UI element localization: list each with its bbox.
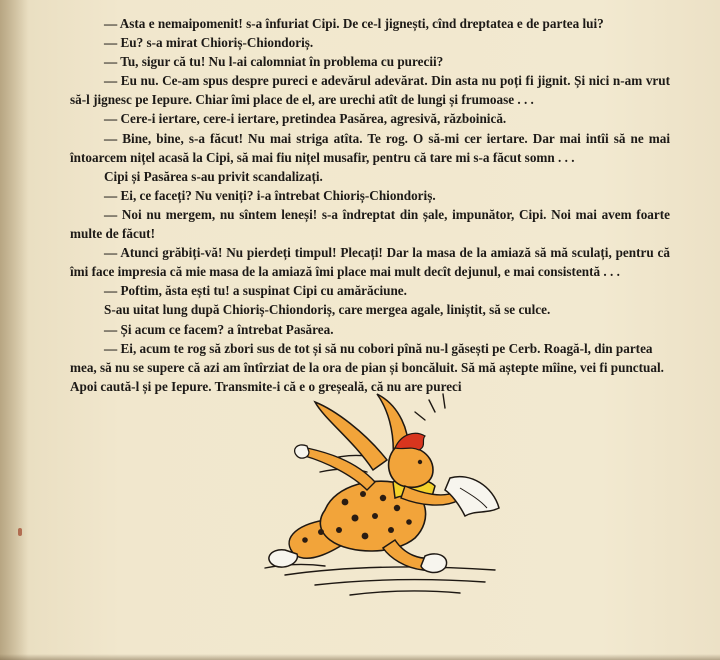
paragraph: — Ei, ce faceți? Nu veniți? i-a întrebat Chioriș-Chiondoriș. bbox=[104, 187, 436, 203]
story-text bbox=[70, 14, 670, 396]
paragraph: — Poftim, ăsta ești tu! a suspinat Cipi cu amărăciune. bbox=[104, 283, 407, 299]
paragraph: — Noi nu mergem, nu sîntem leneși! s-a îndreptat din șale, impunător, Cipi. Noi mai avem foarte multe de făcut! bbox=[70, 206, 670, 242]
page-edge bbox=[0, 654, 720, 660]
hand bbox=[295, 445, 309, 458]
paragraph: — Ei, acum te rog să zbori sus de tot și să nu cobori pînă nu-l găsești pe Cerb. Roagă-l, din partea mea, să nu se supere că azi am întîrziat de la ora de pian și boncăluit. Să mă aștepte mîine, vei fi punctual. Apoi caută-l și pe Iepure. Transmite-i că e o greșeală, că nu are pureci bbox=[70, 340, 664, 394]
paragraph: — Atunci grăbiți-vă! Nu pierdeți timpul! Plecați! Dar la masa de la amiază să mă sculați, pentru că îmi face impresia că mie masa de la amiază îmi place mai mult decît dejunul, e mai consistentă . . . bbox=[70, 245, 670, 280]
paragraph: — Bine, bine, s-a făcut! Nu mai striga atîta. Te rog. O să-mi cer iertare. Dar mai intîi să ne mai întoarcem nițel acasă la Cipi, să mai fiu nițel musafir, pentru că tare mi s-a făcut somn . . . bbox=[70, 130, 670, 165]
paragraph: — Eu nu. Ce-am spus despre pureci e adevărul adevărat. Din asta nu poți fi jignit. Și nici n-am vrut să-l jignesc pe Iepure. Chiar îmi place de el, are urechi atît de lungi și frumoase . . . bbox=[70, 73, 670, 108]
handkerchief bbox=[445, 477, 499, 516]
paragraph: — Tu, sigur că tu! Nu l-ai calomniat în problema cu purecii? bbox=[104, 54, 444, 70]
paragraph: Cipi și Pasărea s-au privit scandalizați. bbox=[104, 168, 323, 184]
paragraph: S-au uitat lung după Chioriș-Chiondoriș, care mergea agale, liniștit, să se culce. bbox=[104, 302, 551, 318]
paragraph: — Eu? s-a mirat Chioriș-Chiondoriș. bbox=[104, 35, 314, 51]
paragraph: — Și acum ce facem? a întrebat Pasărea. bbox=[104, 321, 334, 337]
binding-shadow bbox=[0, 0, 28, 660]
paragraph: — Cere-i iertare, cere-i iertare, pretindea Pasărea, agresivă, războinică. bbox=[104, 111, 507, 127]
front-foot bbox=[421, 554, 447, 573]
running-hare-illustration bbox=[255, 390, 510, 605]
head bbox=[389, 446, 433, 487]
paper-stain bbox=[18, 528, 22, 536]
paragraph: — Asta e nemaipomenit! s-a înfuriat Cipi. De ce-l jignești, cînd dreptatea e de partea lui? bbox=[104, 16, 604, 31]
eye bbox=[418, 460, 422, 464]
